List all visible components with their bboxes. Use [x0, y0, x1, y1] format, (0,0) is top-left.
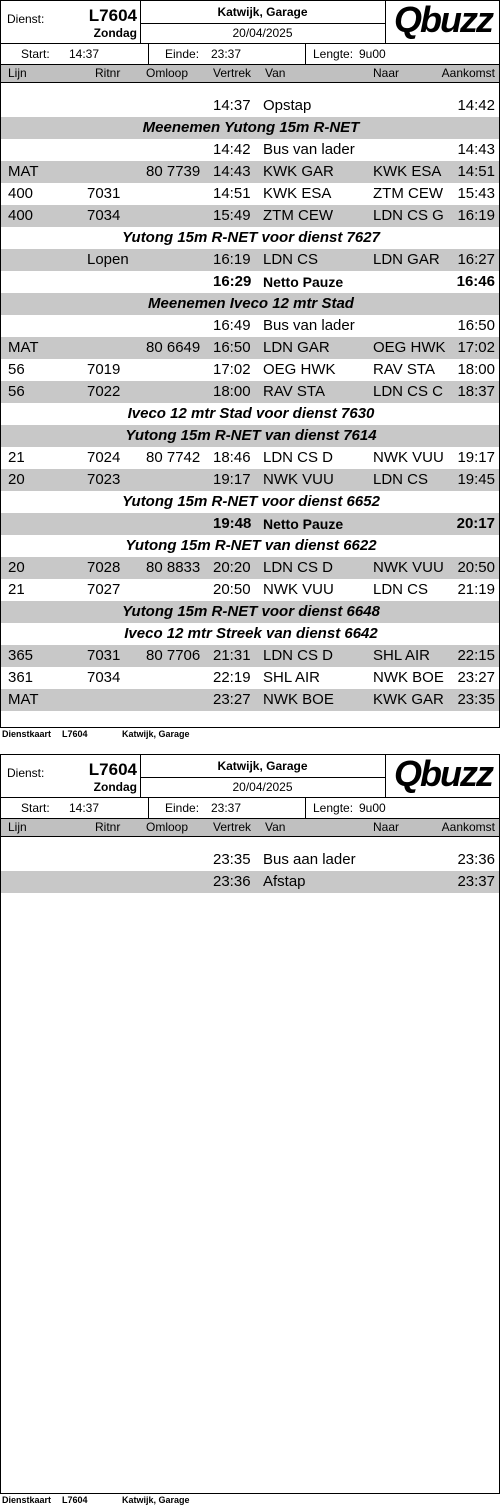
cell-ritnr: 7019 — [87, 361, 121, 378]
cell-lijn: MAT — [8, 691, 39, 708]
cell-omloop: 80 7739 — [146, 163, 201, 180]
divider — [385, 755, 386, 797]
col-van: Van — [265, 820, 286, 834]
vehicle-note-row — [1, 117, 499, 139]
cell-lijn: 21 — [8, 449, 25, 466]
vehicle-note-row — [1, 535, 499, 557]
vehicle-note: Meenemen Iveco 12 mtr Stad — [148, 295, 354, 312]
qbuzz-logo: Qbuzz — [394, 753, 492, 794]
date: 20/04/2025 — [232, 26, 293, 40]
vehicle-note-row — [1, 403, 499, 425]
einde-label: Einde: — [165, 801, 200, 815]
cell-lijn: 56 — [8, 361, 25, 378]
cell-lijn: 400 — [8, 207, 34, 224]
cell-aankomst: 14:51 — [457, 163, 495, 180]
lengte-value: 9u00 — [359, 47, 386, 61]
cell-aankomst: 17:02 — [457, 339, 495, 356]
col-omloop: Omloop — [146, 66, 189, 80]
cell-ritnr: 7031 — [87, 647, 121, 664]
col-naar: Naar — [373, 66, 400, 80]
page-2-sheet — [0, 754, 500, 1494]
lengte-value: 9u00 — [359, 801, 386, 815]
column-headers — [1, 65, 499, 83]
table-row — [1, 447, 499, 469]
cell-aankomst: 18:00 — [457, 361, 495, 378]
location: Katwijk, Garage — [217, 759, 308, 773]
cell-vertrek: 23:27 — [213, 691, 251, 708]
cell-aankomst: 23:37 — [457, 873, 495, 890]
duty-day: Zondag — [93, 26, 137, 40]
cell-aankomst: 23:36 — [457, 851, 495, 868]
cell-lijn: 400 — [8, 185, 34, 202]
vehicle-note: Iveco 12 mtr Streek van dienst 6642 — [124, 625, 378, 642]
cell-van: NWK BOE — [263, 691, 334, 708]
vehicle-note: Yutong 15m R-NET voor dienst 6652 — [122, 493, 380, 510]
cell-vertrek: 18:00 — [213, 383, 251, 400]
footer-code: L7604 — [62, 729, 88, 739]
cell-vertrek: 19:17 — [213, 471, 251, 488]
col-omloop: Omloop — [146, 820, 189, 834]
cell-van: Netto Pauze — [263, 274, 344, 290]
lengte-label: Lengte: — [313, 801, 354, 815]
einde-time: 23:37 — [211, 801, 242, 815]
cell-vertrek: 21:31 — [213, 647, 251, 664]
start-label: Start: — [21, 47, 50, 61]
cell-aankomst: 20:17 — [456, 515, 495, 532]
col-ritnr: Ritnr — [95, 66, 121, 80]
cell-aankomst: 16:27 — [457, 251, 495, 268]
cell-naar: KWK GAR — [373, 691, 444, 708]
cell-omloop: 80 7706 — [146, 647, 201, 664]
start-time: 14:37 — [69, 47, 100, 61]
vehicle-note-row — [1, 293, 499, 315]
vehicle-note: Yutong 15m R-NET van dienst 7614 — [125, 427, 377, 444]
cell-lijn: 361 — [8, 669, 34, 686]
cell-naar: LDN CS — [373, 471, 429, 488]
schedule-table — [1, 837, 499, 893]
col-aankomst: Aankomst — [441, 66, 495, 80]
cell-naar: KWK ESA — [373, 163, 442, 180]
cell-vertrek: 16:49 — [213, 317, 251, 334]
table-row — [1, 183, 499, 205]
cell-van: NWK VUU — [263, 471, 334, 488]
cell-van: Afstap — [263, 873, 306, 890]
col-lijn: Lijn — [8, 820, 27, 834]
dienst-label: Dienst: — [7, 766, 45, 780]
divider — [385, 1, 386, 43]
cell-aankomst: 22:15 — [457, 647, 495, 664]
col-van: Van — [265, 66, 286, 80]
footer-label: Dienstkaart — [2, 1495, 52, 1505]
cell-naar: LDN CS C — [373, 383, 444, 400]
cell-lijn: 20 — [8, 471, 25, 488]
cell-van: Bus van lader — [263, 317, 355, 334]
info-bar — [1, 798, 499, 819]
table-row — [1, 337, 499, 359]
cell-van: Bus van lader — [263, 141, 355, 158]
cell-ritnr: 7023 — [87, 471, 121, 488]
table-row — [1, 871, 499, 893]
cell-van: LDN CS D — [263, 559, 334, 576]
cell-vertrek: 23:35 — [213, 851, 251, 868]
cell-vertrek: 22:19 — [213, 669, 251, 686]
table-row — [1, 249, 499, 271]
col-naar: Naar — [373, 820, 400, 834]
table-row — [1, 139, 499, 161]
vehicle-note-row — [1, 425, 499, 447]
cell-aankomst: 18:37 — [457, 383, 495, 400]
vehicle-note: Meenemen Yutong 15m R-NET — [142, 119, 360, 136]
cell-vertrek: 16:50 — [213, 339, 251, 356]
cell-aankomst: 15:43 — [457, 185, 495, 202]
table-row — [1, 359, 499, 381]
cell-lijn: 20 — [8, 559, 25, 576]
cell-naar: ZTM CEW — [373, 185, 443, 202]
cell-vertrek: 14:43 — [213, 163, 251, 180]
cell-aankomst: 19:17 — [457, 449, 495, 466]
cell-vertrek: 20:20 — [213, 559, 251, 576]
einde-time: 23:37 — [211, 47, 242, 61]
cell-ritnr: 7024 — [87, 449, 121, 466]
cell-lijn: 56 — [8, 383, 25, 400]
cell-van: LDN GAR — [263, 339, 330, 356]
cell-vertrek: 14:51 — [213, 185, 251, 202]
cell-naar: RAV STA — [373, 361, 435, 378]
cell-naar: NWK BOE — [373, 669, 444, 686]
cell-naar: LDN GAR — [373, 251, 440, 268]
dienst-label: Dienst: — [7, 12, 45, 26]
cell-van: ZTM CEW — [263, 207, 333, 224]
cell-ritnr: 7034 — [87, 207, 121, 224]
cell-aankomst: 14:43 — [457, 141, 495, 158]
cell-aankomst: 23:35 — [457, 691, 495, 708]
footer-code: L7604 — [62, 1495, 88, 1505]
qbuzz-logo: Qbuzz — [394, 0, 492, 40]
table-row — [1, 645, 499, 667]
cell-aankomst: 19:45 — [457, 471, 495, 488]
cell-omloop: 80 8833 — [146, 559, 201, 576]
cell-vertrek: 16:19 — [213, 251, 251, 268]
cell-vertrek: 15:49 — [213, 207, 251, 224]
col-lijn: Lijn — [8, 66, 27, 80]
page-1 — [0, 0, 500, 742]
cell-lijn: MAT — [8, 163, 39, 180]
cell-van: LDN CS — [263, 251, 319, 268]
schedule-table — [1, 83, 499, 711]
pause-row — [1, 271, 499, 293]
cell-aankomst: 16:19 — [457, 207, 495, 224]
divider — [140, 23, 385, 24]
header — [1, 755, 499, 798]
lengte-label: Lengte: — [313, 47, 354, 61]
einde-label: Einde: — [165, 47, 200, 61]
cell-van: RAV STA — [263, 383, 325, 400]
cell-aankomst: 16:50 — [457, 317, 495, 334]
divider — [140, 777, 385, 778]
table-row — [1, 315, 499, 337]
cell-naar: NWK VUU — [373, 559, 444, 576]
cell-van: KWK ESA — [263, 185, 332, 202]
cell-naar: SHL AIR — [373, 647, 430, 664]
cell-van: NWK VUU — [263, 581, 334, 598]
vehicle-note-row — [1, 623, 499, 645]
info-bar — [1, 44, 499, 65]
cell-aankomst: 16:46 — [456, 273, 495, 290]
cell-ritnr: 7022 — [87, 383, 121, 400]
table-row — [1, 161, 499, 183]
vehicle-note: Iveco 12 mtr Stad voor dienst 7630 — [127, 405, 375, 422]
col-aankomst: Aankomst — [441, 820, 495, 834]
cell-ritnr: Lopen — [87, 251, 129, 268]
cell-vertrek: 20:50 — [213, 581, 251, 598]
cell-aankomst: 23:27 — [457, 669, 495, 686]
cell-vertrek: 14:42 — [213, 141, 251, 158]
footer-label: Dienstkaart — [2, 729, 52, 739]
footer-location: Katwijk, Garage — [122, 729, 190, 739]
column-headers — [1, 819, 499, 837]
cell-aankomst: 20:50 — [457, 559, 495, 576]
cell-vertrek: 18:46 — [213, 449, 251, 466]
table-row — [1, 667, 499, 689]
divider — [148, 44, 149, 64]
start-label: Start: — [21, 801, 50, 815]
cell-van: OEG HWK — [263, 361, 336, 378]
cell-van: LDN CS D — [263, 647, 334, 664]
cell-van: KWK GAR — [263, 163, 334, 180]
cell-van: Netto Pauze — [263, 516, 344, 532]
start-time: 14:37 — [69, 801, 100, 815]
cell-naar: LDN CS G — [373, 207, 444, 224]
cell-ritnr: 7031 — [87, 185, 121, 202]
col-vertrek: Vertrek — [213, 66, 252, 80]
location: Katwijk, Garage — [217, 5, 308, 19]
cell-ritnr: 7034 — [87, 669, 121, 686]
divider — [305, 798, 306, 818]
pause-row — [1, 513, 499, 535]
date: 20/04/2025 — [232, 780, 293, 794]
page-2 — [0, 754, 500, 1512]
table-row — [1, 205, 499, 227]
table-row — [1, 689, 499, 711]
duty-code: L7604 — [88, 760, 137, 779]
vehicle-note-row — [1, 227, 499, 249]
cell-van: SHL AIR — [263, 669, 320, 686]
cell-naar: OEG HWK — [373, 339, 446, 356]
cell-lijn: 365 — [8, 647, 34, 664]
table-row — [1, 849, 499, 871]
cell-vertrek: 17:02 — [213, 361, 251, 378]
table-row — [1, 95, 499, 117]
divider — [148, 798, 149, 818]
vehicle-note: Yutong 15m R-NET voor dienst 6648 — [122, 603, 380, 620]
cell-van: Opstap — [263, 97, 312, 114]
cell-van: LDN CS D — [263, 449, 334, 466]
vehicle-note: Yutong 15m R-NET van dienst 6622 — [125, 537, 377, 554]
cell-lijn: 21 — [8, 581, 25, 598]
cell-vertrek: 19:48 — [213, 515, 252, 532]
col-vertrek: Vertrek — [213, 820, 252, 834]
cell-vertrek: 14:37 — [213, 97, 251, 114]
cell-aankomst: 21:19 — [457, 581, 495, 598]
header — [1, 1, 499, 44]
footer-location: Katwijk, Garage — [122, 1495, 190, 1505]
cell-omloop: 80 7742 — [146, 449, 201, 466]
cell-vertrek: 23:36 — [213, 873, 251, 890]
cell-naar: LDN CS — [373, 581, 429, 598]
duty-day: Zondag — [93, 780, 137, 794]
divider — [305, 44, 306, 64]
table-row — [1, 579, 499, 601]
table-row — [1, 469, 499, 491]
table-row — [1, 381, 499, 403]
vehicle-note: Yutong 15m R-NET voor dienst 7627 — [122, 229, 380, 246]
cell-naar: NWK VUU — [373, 449, 444, 466]
table-row — [1, 557, 499, 579]
cell-van: Bus aan lader — [263, 851, 356, 868]
cell-omloop: 80 6649 — [146, 339, 201, 356]
cell-ritnr: 7027 — [87, 581, 121, 598]
cell-vertrek: 16:29 — [213, 273, 252, 290]
cell-aankomst: 14:42 — [457, 97, 495, 114]
cell-ritnr: 7028 — [87, 559, 121, 576]
page-1-sheet — [0, 0, 500, 728]
col-ritnr: Ritnr — [95, 820, 121, 834]
cell-lijn: MAT — [8, 339, 39, 356]
duty-code: L7604 — [88, 6, 137, 25]
vehicle-note-row — [1, 491, 499, 513]
vehicle-note-row — [1, 601, 499, 623]
